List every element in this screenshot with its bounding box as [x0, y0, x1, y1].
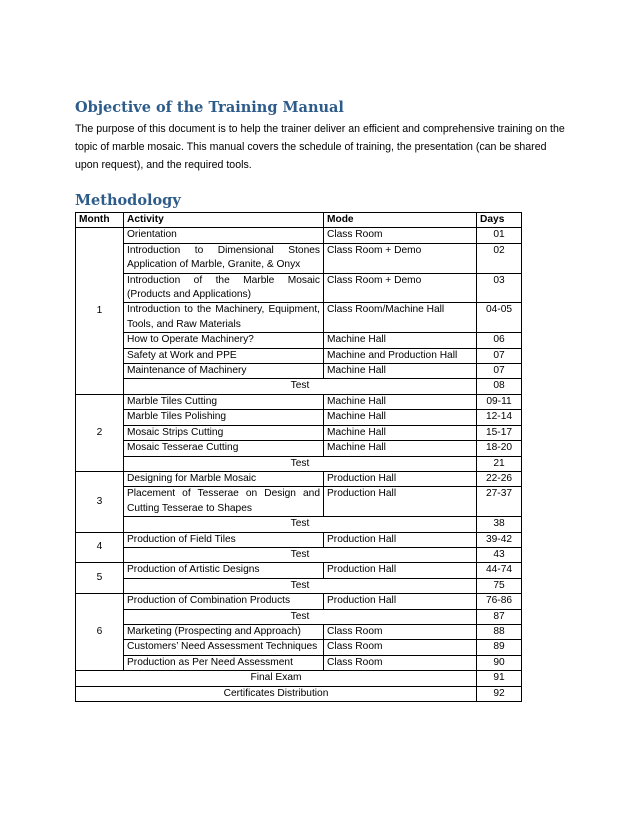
days-cell: 22-26	[477, 471, 522, 486]
test-row	[76, 578, 522, 593]
test-cell: Test	[124, 547, 477, 562]
training-schedule-table	[75, 212, 522, 702]
days-cell: 75	[477, 578, 522, 593]
activity-cell: Placement of Tesserae on Design and Cutting Tesserae to Shapes	[124, 487, 324, 517]
days-cell: 01	[477, 228, 522, 243]
days-cell: 15-17	[477, 425, 522, 440]
activity-cell: Production of Combination Products	[124, 594, 324, 609]
days-cell: 43	[477, 547, 522, 562]
objective-title: Objective of the Training Manual	[75, 99, 344, 116]
table-row	[76, 228, 522, 243]
table-row	[76, 563, 522, 578]
test-cell: Test	[124, 609, 477, 624]
activity-cell: Marketing (Prospecting and Approach)	[124, 624, 324, 639]
table-row	[76, 243, 522, 273]
test-cell: Test	[124, 517, 477, 532]
test-row	[76, 517, 522, 532]
mode-cell: Class Room	[324, 624, 477, 639]
mode-cell: Class Room	[324, 228, 477, 243]
table-row	[76, 471, 522, 486]
month-cell: 3	[76, 471, 124, 532]
days-cell: 89	[477, 640, 522, 655]
test-cell: Test	[124, 578, 477, 593]
test-cell: Test	[124, 379, 477, 394]
days-cell: 27-37	[477, 487, 522, 517]
table-row	[76, 487, 522, 517]
table-row	[76, 333, 522, 348]
days-cell: 07	[477, 364, 522, 379]
table-row	[76, 624, 522, 639]
activity-cell: Maintenance of Machinery	[124, 364, 324, 379]
methodology-title: Methodology	[75, 192, 181, 209]
test-row	[76, 609, 522, 624]
days-cell: 07	[477, 348, 522, 363]
days-cell: 18-20	[477, 441, 522, 456]
days-cell: 09-11	[477, 394, 522, 409]
days-cell: 87	[477, 609, 522, 624]
table-row	[76, 425, 522, 440]
month-cell: 2	[76, 394, 124, 471]
test-row	[76, 379, 522, 394]
table-row	[76, 348, 522, 363]
month-cell: 1	[76, 228, 124, 394]
mode-cell: Class Room	[324, 655, 477, 670]
mode-cell: Machine Hall	[324, 441, 477, 456]
days-cell: 92	[477, 686, 522, 701]
final-label-cell: Final Exam	[76, 671, 477, 686]
mode-cell: Production Hall	[324, 594, 477, 609]
table-row	[76, 273, 522, 303]
activity-cell: Production of Artistic Designs	[124, 563, 324, 578]
activity-cell: Marble Tiles Polishing	[124, 410, 324, 425]
days-cell: 38	[477, 517, 522, 532]
test-cell: Test	[124, 456, 477, 471]
activity-cell: Designing for Marble Mosaic	[124, 471, 324, 486]
mode-cell: Machine and Production Hall	[324, 348, 477, 363]
table-row	[76, 410, 522, 425]
activity-cell: Production as Per Need Assessment	[124, 655, 324, 670]
mode-cell: Production Hall	[324, 471, 477, 486]
header-month: Month	[76, 213, 124, 228]
activity-cell: Orientation	[124, 228, 324, 243]
table-row	[76, 655, 522, 670]
mode-cell: Machine Hall	[324, 364, 477, 379]
table-row	[76, 364, 522, 379]
days-cell: 44-74	[477, 563, 522, 578]
month-cell: 6	[76, 594, 124, 671]
days-cell: 08	[477, 379, 522, 394]
activity-cell: Safety at Work and PPE	[124, 348, 324, 363]
final-row	[76, 686, 522, 701]
mode-cell: Class Room/Machine Hall	[324, 303, 477, 333]
test-row	[76, 456, 522, 471]
table-row	[76, 594, 522, 609]
mode-cell: Machine Hall	[324, 410, 477, 425]
activity-cell: Production of Field Tiles	[124, 532, 324, 547]
mode-cell: Class Room	[324, 640, 477, 655]
mode-cell: Class Room + Demo	[324, 243, 477, 273]
activity-cell: Mosaic Strips Cutting	[124, 425, 324, 440]
days-cell: 21	[477, 456, 522, 471]
mode-cell: Production Hall	[324, 563, 477, 578]
header-days: Days	[477, 213, 522, 228]
activity-cell: Introduction to the Machinery, Equipment, Tools, and Raw Materials	[124, 303, 324, 333]
activity-cell: Introduction to Dimensional Stones Application of Marble, Granite, & Onyx	[124, 243, 324, 273]
table-row	[76, 640, 522, 655]
days-cell: 02	[477, 243, 522, 273]
mode-cell: Production Hall	[324, 487, 477, 517]
final-label-cell: Certificates Distribution	[76, 686, 477, 701]
mode-cell: Machine Hall	[324, 333, 477, 348]
activity-cell: How to Operate Machinery?	[124, 333, 324, 348]
days-cell: 06	[477, 333, 522, 348]
header-activity: Activity	[124, 213, 324, 228]
table-header-row	[76, 213, 522, 228]
table-body	[76, 228, 522, 702]
mode-cell: Production Hall	[324, 532, 477, 547]
days-cell: 12-14	[477, 410, 522, 425]
activity-cell: Introduction of the Marble Mosaic (Products and Applications)	[124, 273, 324, 303]
days-cell: 76-86	[477, 594, 522, 609]
table-row	[76, 394, 522, 409]
header-mode: Mode	[324, 213, 477, 228]
month-cell: 5	[76, 563, 124, 594]
days-cell: 88	[477, 624, 522, 639]
mode-cell: Class Room + Demo	[324, 273, 477, 303]
final-row	[76, 671, 522, 686]
mode-cell: Machine Hall	[324, 394, 477, 409]
days-cell: 39-42	[477, 532, 522, 547]
objective-text: The purpose of this document is to help the trainer deliver an efficient and comprehensive training on the topic of marble mosaic. This manual covers the schedule of training, the presentation (can be shared upon request), and the required tools.	[75, 123, 565, 171]
days-cell: 90	[477, 655, 522, 670]
days-cell: 04-05	[477, 303, 522, 333]
mode-cell: Machine Hall	[324, 425, 477, 440]
activity-cell: Customers’ Need Assessment Techniques	[124, 640, 324, 655]
table-row	[76, 441, 522, 456]
month-cell: 4	[76, 532, 124, 563]
activity-cell: Marble Tiles Cutting	[124, 394, 324, 409]
table-row	[76, 303, 522, 333]
test-row	[76, 547, 522, 562]
days-cell: 03	[477, 273, 522, 303]
table-row	[76, 532, 522, 547]
activity-cell: Mosaic Tesserae Cutting	[124, 441, 324, 456]
days-cell: 91	[477, 671, 522, 686]
